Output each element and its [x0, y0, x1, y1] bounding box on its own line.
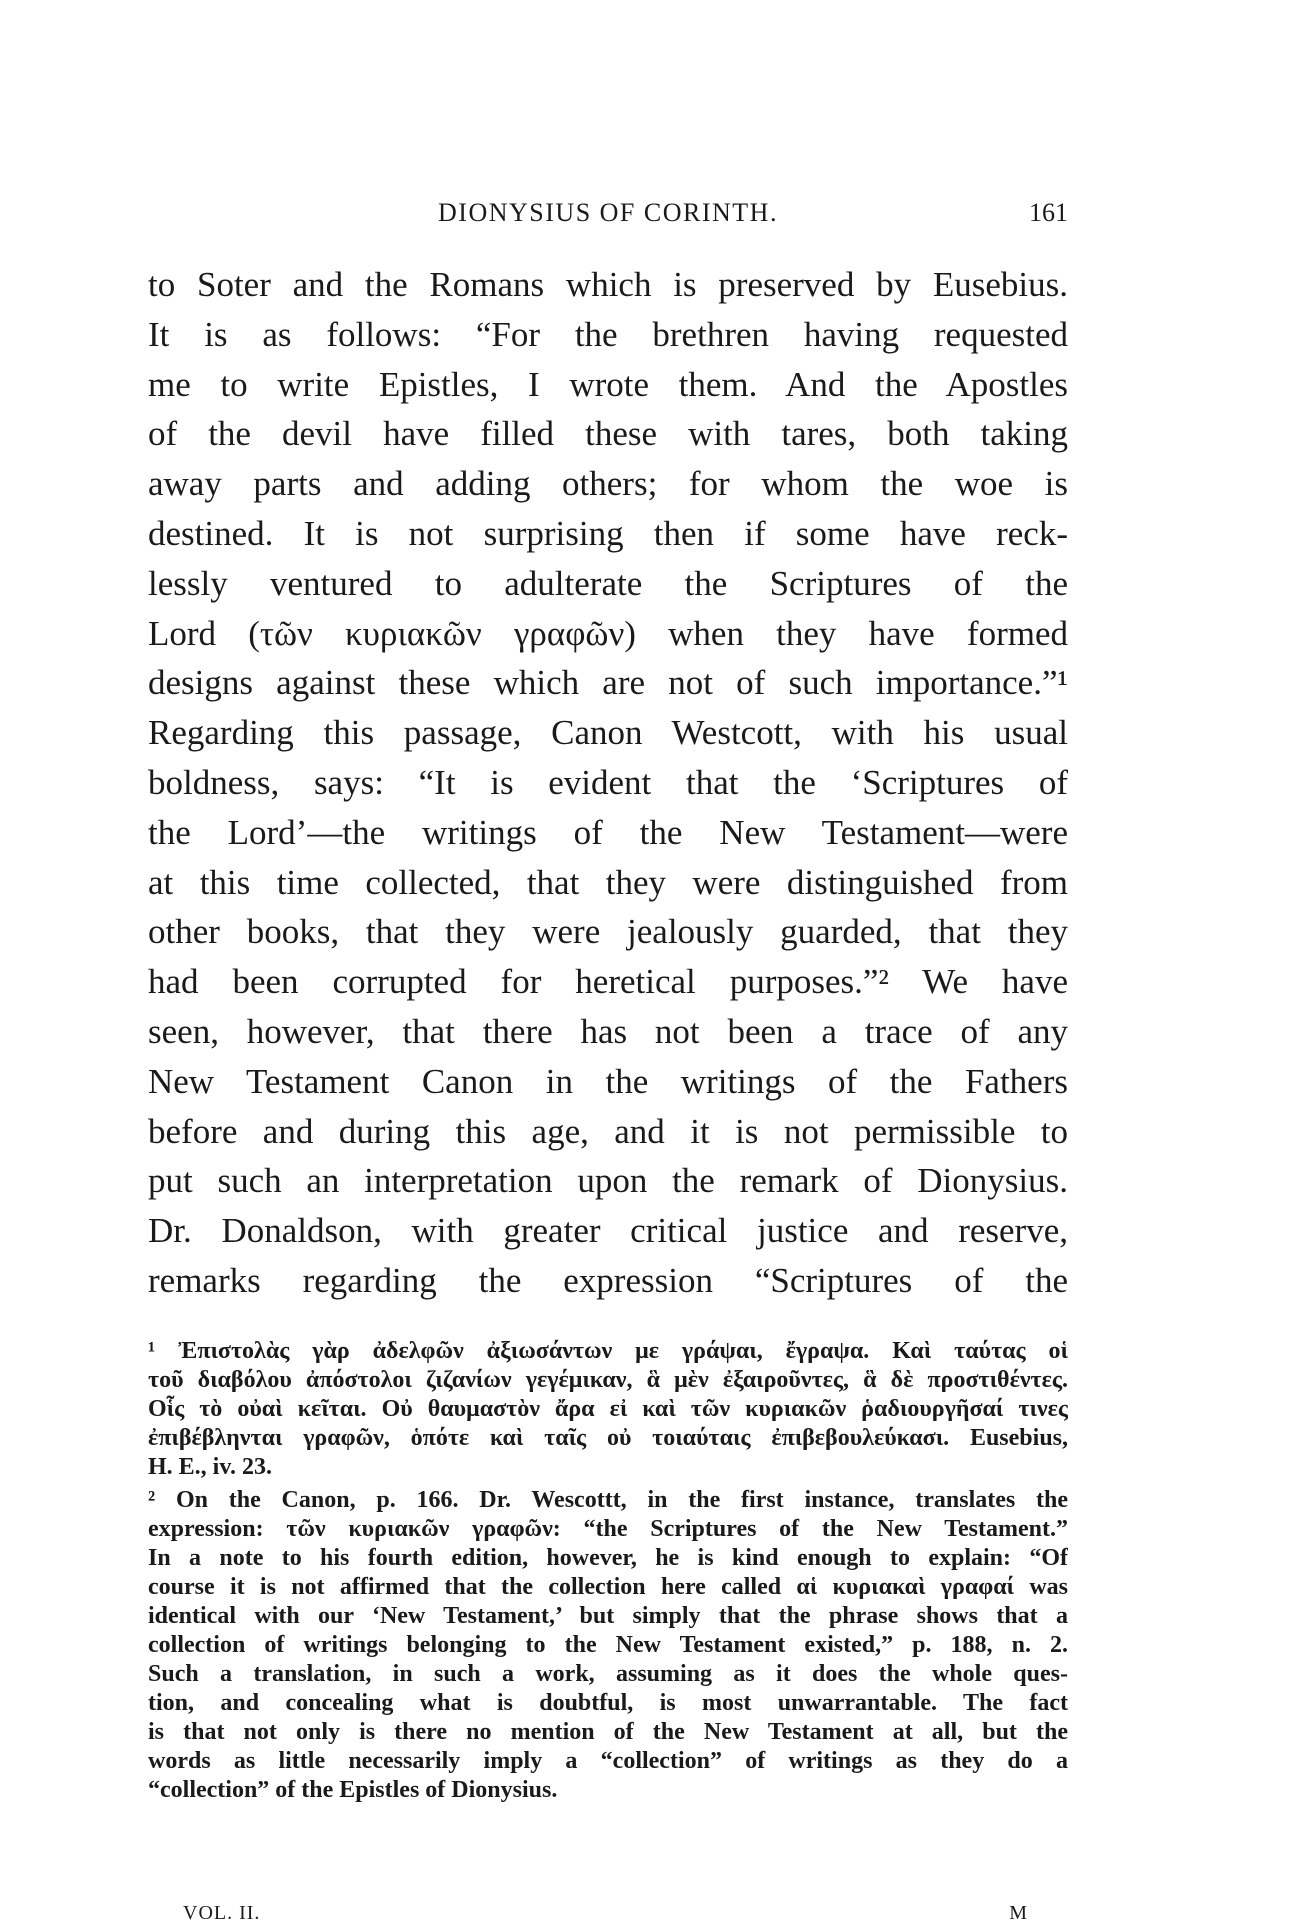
footnote-line: “collection” of the Epistles of Dionysius. — [148, 1777, 558, 1803]
footnote-line: words as little necessarily imply a “collection” of writings as they do a — [148, 1748, 1068, 1774]
footnote-line: Such a translation, in such a work, assuming as it does the whole ques- — [148, 1661, 1068, 1687]
footnote-line: In a note to his fourth edition, however, he is kind enough to explain: “Of — [148, 1545, 1068, 1571]
footnote-line: ¹ Ἐπιστολὰς γὰρ ἀδελφῶν ἀξιωσάντων με γράψαι, ἔγραψα. Καὶ ταύτας οἱ — [148, 1338, 1068, 1364]
text-line: Regarding this passage, Canon Westcott, with his usual — [148, 713, 1068, 753]
text-line: put such an interpretation upon the remark of Dionysius. — [148, 1161, 1068, 1201]
text-line: lessly ventured to adulterate the Scriptures of the — [148, 563, 1068, 603]
footnote-line: ἐπιβέβληνται γραφῶν, ὁπότε καὶ ταῖς οὐ τοιαύταις ἐπιβεβουλεύκασι. Eusebius, — [148, 1425, 1068, 1451]
main-text — [148, 260, 1068, 1306]
footnote-line: collection of writings belonging to the New Testament existed,” p. 188, n. 2. — [148, 1632, 1068, 1658]
signature-mark: M — [1009, 1902, 1028, 1924]
footnote-line: course it is not affirmed that the collection here called αἱ κυριακαὶ γραφαί was — [148, 1574, 1068, 1600]
volume-mark: VOL. II. — [183, 1902, 261, 1924]
footnotes — [148, 1337, 1068, 1805]
page-number: 161 — [1029, 198, 1068, 227]
text-line: It is as follows: “For the brethren having requested — [148, 314, 1068, 354]
signature-line — [148, 1896, 1068, 1925]
text-line: of the devil have filled these with tares, both taking — [148, 414, 1068, 454]
text-line: remarks regarding the expression “Scriptures of the — [148, 1260, 1068, 1300]
text-line: seen, however, that there has not been a trace of any — [148, 1011, 1068, 1051]
footnote-line: H. E., iv. 23. — [148, 1454, 273, 1480]
footnote-line: expression: τῶν κυριακῶν γραφῶν: “the Scriptures of the New Testament.” — [148, 1516, 1068, 1542]
text-line: the Lord’—the writings of the New Testament—were — [148, 812, 1068, 852]
text-line: other books, that they were jealously guarded, that they — [148, 912, 1068, 952]
text-line: designs against these which are not of such importance.”¹ — [148, 663, 1068, 703]
text-line: had been corrupted for heretical purposes.”² We have — [148, 962, 1068, 1002]
text-line: away parts and adding others; for whom the woe is — [148, 464, 1068, 504]
footnote-line: ² On the Canon, p. 166. Dr. Wescottt, in the first instance, translates the — [148, 1487, 1068, 1513]
page-header — [148, 198, 1068, 232]
footnote-1 — [148, 1337, 1068, 1482]
footnote-line: is that not only is there no mention of the New Testament at all, but the — [148, 1719, 1068, 1745]
text-line: Dr. Donaldson, with greater critical justice and reserve, — [148, 1211, 1068, 1251]
text-line: New Testament Canon in the writings of the Fathers — [148, 1061, 1068, 1101]
text-line: boldness, says: “It is evident that the ‘Scriptures of — [148, 762, 1068, 802]
footnote-2 — [148, 1486, 1068, 1805]
running-title: DIONYSIUS OF CORINTH. — [438, 198, 778, 227]
footnote-line: tion, and concealing what is doubtful, is most unwarrantable. The fact — [148, 1690, 1068, 1716]
text-line: at this time collected, that they were distinguished from — [148, 862, 1068, 902]
text-line: destined. It is not surprising then if some have reck- — [148, 513, 1068, 553]
text-line: to Soter and the Romans which is preserved by Eusebius. — [148, 265, 1068, 304]
footnote-line: identical with our ‘New Testament,’ but simply that the phrase shows that a — [148, 1603, 1068, 1629]
footnote-line: τοῦ διαβόλου ἀπόστολοι ζιζανίων γεγέμικαν, ἃ μὲν ἐξαιροῦντες, ἃ δὲ προστιθέντες. — [148, 1367, 1068, 1393]
text-line: Lord (τῶν κυριακῶν γραφῶν) when they have formed — [148, 613, 1068, 653]
text-line: me to write Epistles, I wrote them. And the Apostles — [148, 364, 1068, 404]
text-line: before and during this age, and it is not permissible to — [148, 1111, 1068, 1151]
footnote-line: Οἷς τὸ οὐαὶ κεῖται. Οὐ θαυμαστὸν ἄρα εἰ καὶ τῶν κυριακῶν ῥαδιουργῆσαί τινες — [148, 1396, 1068, 1422]
